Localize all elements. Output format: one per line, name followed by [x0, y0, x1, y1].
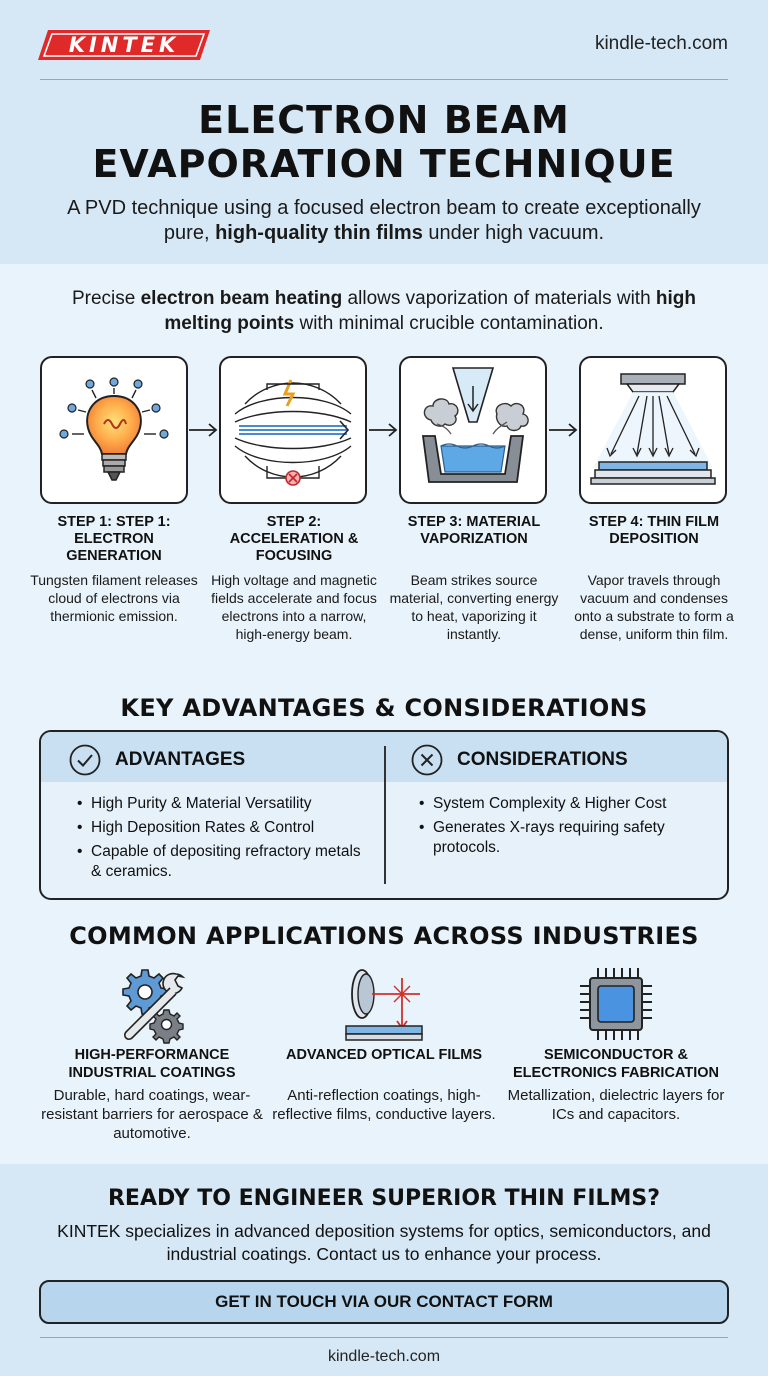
site-url-bottom[interactable]: kindle-tech.com — [327, 1348, 441, 1365]
application-2-desc: Anti-reflection coatings, high-reflective films, conductive layers. — [272, 1087, 496, 1123]
header-divider — [40, 79, 728, 80]
application-3-title: SEMICONDUCTOR & ELECTRONICS FABRICATION — [513, 1047, 719, 1081]
step-arrow-2 — [368, 422, 398, 438]
application-3-desc: Metallization, dielectric layers for ICs and capacitors. — [507, 1087, 725, 1123]
list-item: • Generates X-rays requiring safety protocols. — [419, 818, 709, 858]
intro-text — [50, 286, 718, 336]
panel-divider — [384, 746, 386, 884]
kintek-logo — [38, 28, 210, 62]
optical-lens-icon — [344, 964, 424, 1044]
step-2-title: STEP 2: ACCELERATION & FOCUSING — [229, 514, 359, 564]
list-item: • System Complexity & Higher Cost — [419, 794, 709, 814]
deposition-icon — [581, 358, 725, 502]
step-2-desc: High voltage and magnetic fields accelerate and focus electrons into a narrow, high-energy beam. — [211, 572, 377, 642]
title-line-2: EVAPORATION TECHNIQUE — [92, 142, 676, 186]
step-3-card — [399, 356, 547, 504]
list-item: • High Deposition Rates & Control — [77, 818, 367, 838]
lightbulb-icon — [42, 358, 186, 502]
subtitle-pre: A PVD technique using a focused electron beam to create exceptionally pure, — [67, 197, 701, 244]
applications-section-title: COMMON APPLICATIONS ACROSS INDUSTRIES — [69, 922, 699, 950]
list-item: • Capable of depositing refractory metals & ceramics. — [77, 842, 367, 882]
advantages-heading — [69, 744, 245, 776]
gear-wrench-icon — [112, 964, 192, 1044]
title-line-1: ELECTRON BEAM — [198, 98, 570, 142]
cta-title: READY TO ENGINEER SUPERIOR THIN FILMS? — [107, 1186, 661, 1211]
application-1-title: HIGH-PERFORMANCE INDUSTRIAL COATINGS — [68, 1047, 236, 1081]
page-title — [0, 98, 768, 186]
page-subtitle — [60, 196, 708, 246]
cta-text: KINTEK specializes in advanced deposition systems for optics, semiconductors, and industrial coatings. Contact us to enhance your process. — [57, 1221, 711, 1264]
contact-form-button-label: GET IN TOUCH VIA OUR CONTACT FORM — [215, 1292, 553, 1311]
step-1-title: STEP 1: STEP 1: ELECTRON GENERATION — [57, 514, 171, 564]
step-1-card — [40, 356, 188, 504]
step-arrow-1 — [188, 422, 218, 438]
subtitle-bold: high-quality thin films — [215, 222, 423, 244]
magnetic-field-icon — [221, 358, 365, 502]
application-2-title: ADVANCED OPTICAL FILMS — [285, 1047, 483, 1063]
step-3-title: STEP 3: MATERIAL VAPORIZATION — [407, 514, 541, 547]
step-1-desc: Tungsten filament releases cloud of electrons via thermionic emission. — [30, 572, 198, 624]
svg-text:KINTEK: KINTEK — [68, 33, 180, 57]
site-url-top[interactable]: kindle-tech.com — [594, 33, 728, 54]
advantages-section-title: KEY ADVANTAGES & CONSIDERATIONS — [120, 694, 648, 722]
advantages-list — [77, 794, 367, 886]
step-4-card — [579, 356, 727, 504]
considerations-list — [419, 794, 709, 862]
contact-form-button[interactable] — [39, 1280, 729, 1324]
step-4-desc: Vapor travels through vacuum and condenses onto a substrate to form a dense, uniform thin film. — [574, 572, 734, 642]
step-2-card — [219, 356, 367, 504]
chip-icon — [576, 964, 656, 1044]
application-1-desc: Durable, hard coatings, wear-resistant barriers for aerospace & automotive. — [41, 1087, 263, 1142]
footer-divider — [40, 1337, 728, 1338]
advantages-label: ADVANTAGES — [115, 749, 246, 770]
step-3-desc: Beam strikes source material, converting energy to heat, vaporizing it instantly. — [389, 572, 559, 642]
check-circle-icon — [69, 744, 101, 776]
x-circle-icon — [411, 744, 443, 776]
list-item: • High Purity & Material Versatility — [77, 794, 367, 814]
crucible-icon — [401, 358, 545, 502]
step-arrow-3 — [548, 422, 578, 438]
advantages-panel — [39, 730, 729, 900]
intro-pre: Precise — [71, 288, 141, 309]
intro-mid: allows vaporization of materials with — [342, 288, 656, 309]
step-4-title: STEP 4: THIN FILM DEPOSITION — [588, 514, 720, 547]
subtitle-post: under high vacuum. — [422, 222, 605, 244]
intro-bold-1: electron beam heating — [140, 288, 343, 309]
intro-post: with minimal crucible contamination. — [294, 313, 604, 334]
considerations-heading — [411, 744, 628, 776]
considerations-label: CONSIDERATIONS — [457, 749, 628, 770]
intro-bold-2: high melting points — [164, 288, 697, 334]
